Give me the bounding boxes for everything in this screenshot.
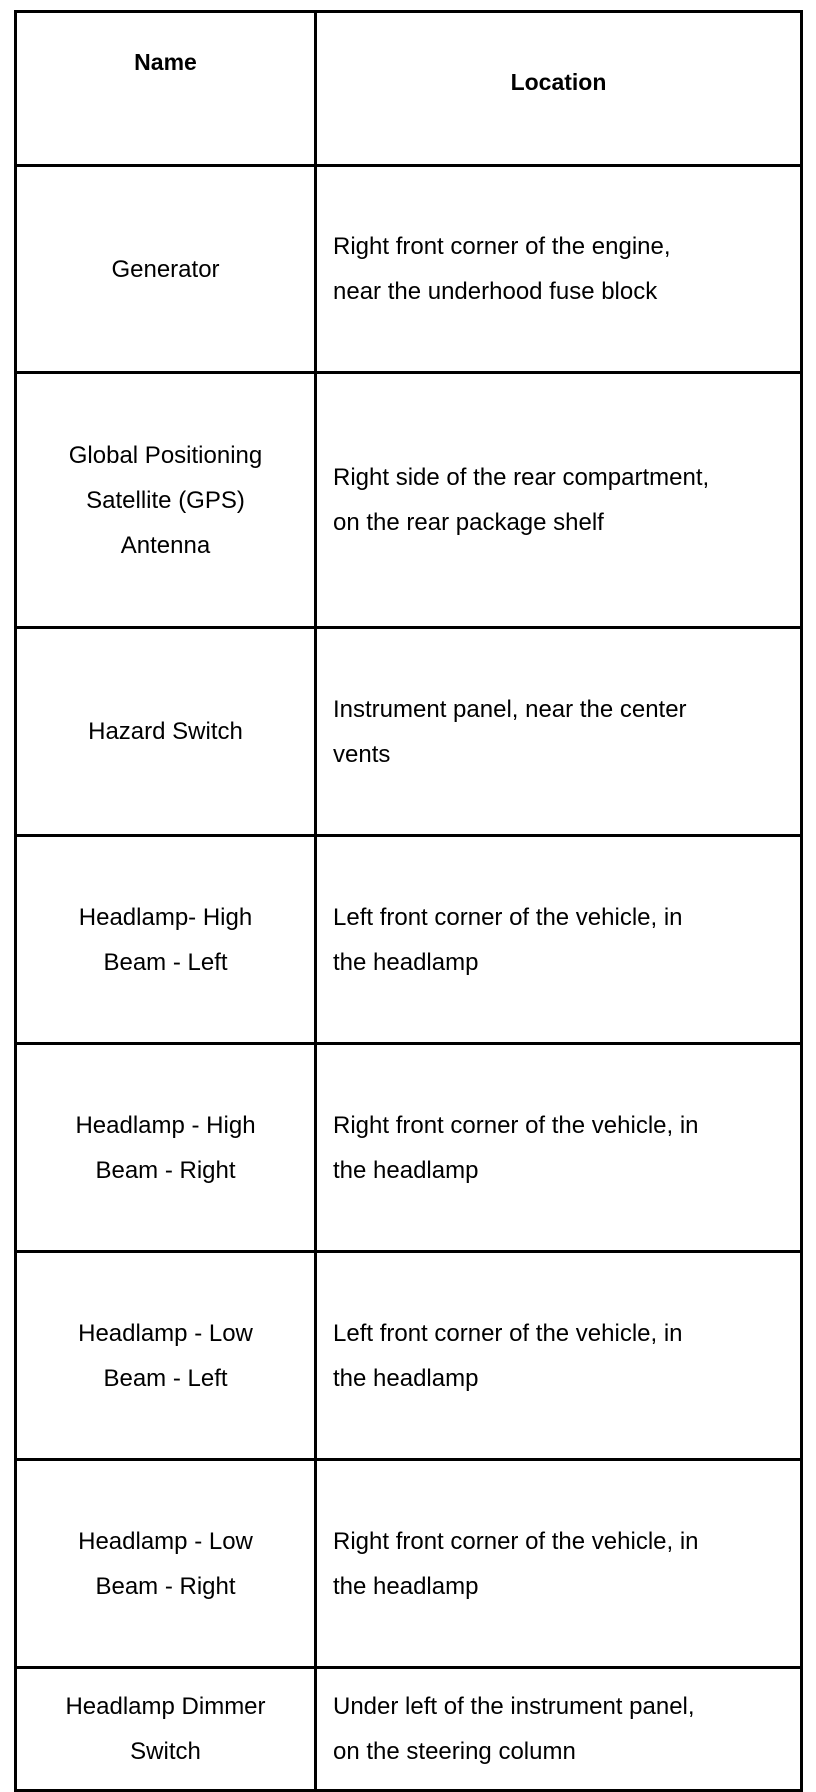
name-line: Beam - Right — [95, 1156, 236, 1184]
location-line: the headlamp — [333, 948, 479, 976]
location-cell — [316, 628, 802, 836]
name-line: Generator — [111, 255, 220, 283]
location-cell — [316, 1252, 802, 1460]
table-row — [16, 1668, 802, 1791]
name-cell — [16, 166, 316, 373]
table-row — [16, 836, 802, 1044]
name-line: Switch — [130, 1738, 201, 1765]
name-line: Headlamp- High — [78, 903, 253, 931]
name-line: Beam - Left — [103, 1364, 228, 1392]
location-line: Right front corner of the vehicle, in — [333, 1527, 699, 1555]
location-line: near the underhood fuse block — [333, 278, 658, 305]
name-cell — [16, 1460, 316, 1668]
location-line: the headlamp — [333, 1156, 479, 1184]
table-row — [16, 628, 802, 836]
name-line: Headlamp - Low — [78, 1319, 253, 1347]
name-line: Satellite (GPS) — [86, 486, 245, 514]
location-column-header: Location — [316, 12, 802, 166]
name-line: Headlamp - High — [75, 1111, 256, 1139]
location-line: Under left of the instrument panel, — [333, 1693, 695, 1720]
location-line: on the rear package shelf — [333, 509, 604, 536]
name-cell — [16, 628, 316, 836]
location-line: the headlamp — [333, 1572, 479, 1600]
name-cell — [16, 1252, 316, 1460]
location-cell — [316, 836, 802, 1044]
location-line: vents — [333, 740, 391, 768]
table-row — [16, 1252, 802, 1460]
location-line: Right side of the rear compartment, — [333, 464, 710, 491]
component-location-table — [14, 10, 803, 1792]
name-column-header: Name — [16, 12, 316, 166]
location-cell — [316, 373, 802, 628]
name-line: Beam - Left — [103, 948, 228, 976]
name-line: Antenna — [120, 531, 211, 559]
location-line: Right front corner of the vehicle, in — [333, 1111, 699, 1139]
name-line: Hazard Switch — [88, 718, 243, 745]
location-cell — [316, 166, 802, 373]
location-cell — [316, 1668, 802, 1791]
location-line: Instrument panel, near the center — [333, 695, 687, 723]
location-line: the headlamp — [333, 1364, 479, 1392]
table-row — [16, 1460, 802, 1668]
name-line: Headlamp - Low — [78, 1527, 253, 1555]
name-line: Global Positioning — [68, 441, 263, 469]
table-header-row — [16, 12, 802, 166]
table-row — [16, 373, 802, 628]
name-cell — [16, 373, 316, 628]
name-cell — [16, 1668, 316, 1791]
location-cell — [316, 1044, 802, 1252]
location-cell — [316, 1460, 802, 1668]
name-line: Headlamp Dimmer — [65, 1693, 266, 1720]
table-row — [16, 1044, 802, 1252]
name-cell — [16, 836, 316, 1044]
table-row — [16, 166, 802, 373]
location-line: on the steering column — [333, 1738, 576, 1765]
location-line: Left front corner of the vehicle, in — [333, 1319, 683, 1347]
name-line: Beam - Right — [95, 1572, 236, 1600]
name-cell — [16, 1044, 316, 1252]
location-line: Right front corner of the engine, — [333, 233, 671, 260]
component-location-table-wrapper — [14, 10, 800, 1792]
location-line: Left front corner of the vehicle, in — [333, 903, 683, 931]
